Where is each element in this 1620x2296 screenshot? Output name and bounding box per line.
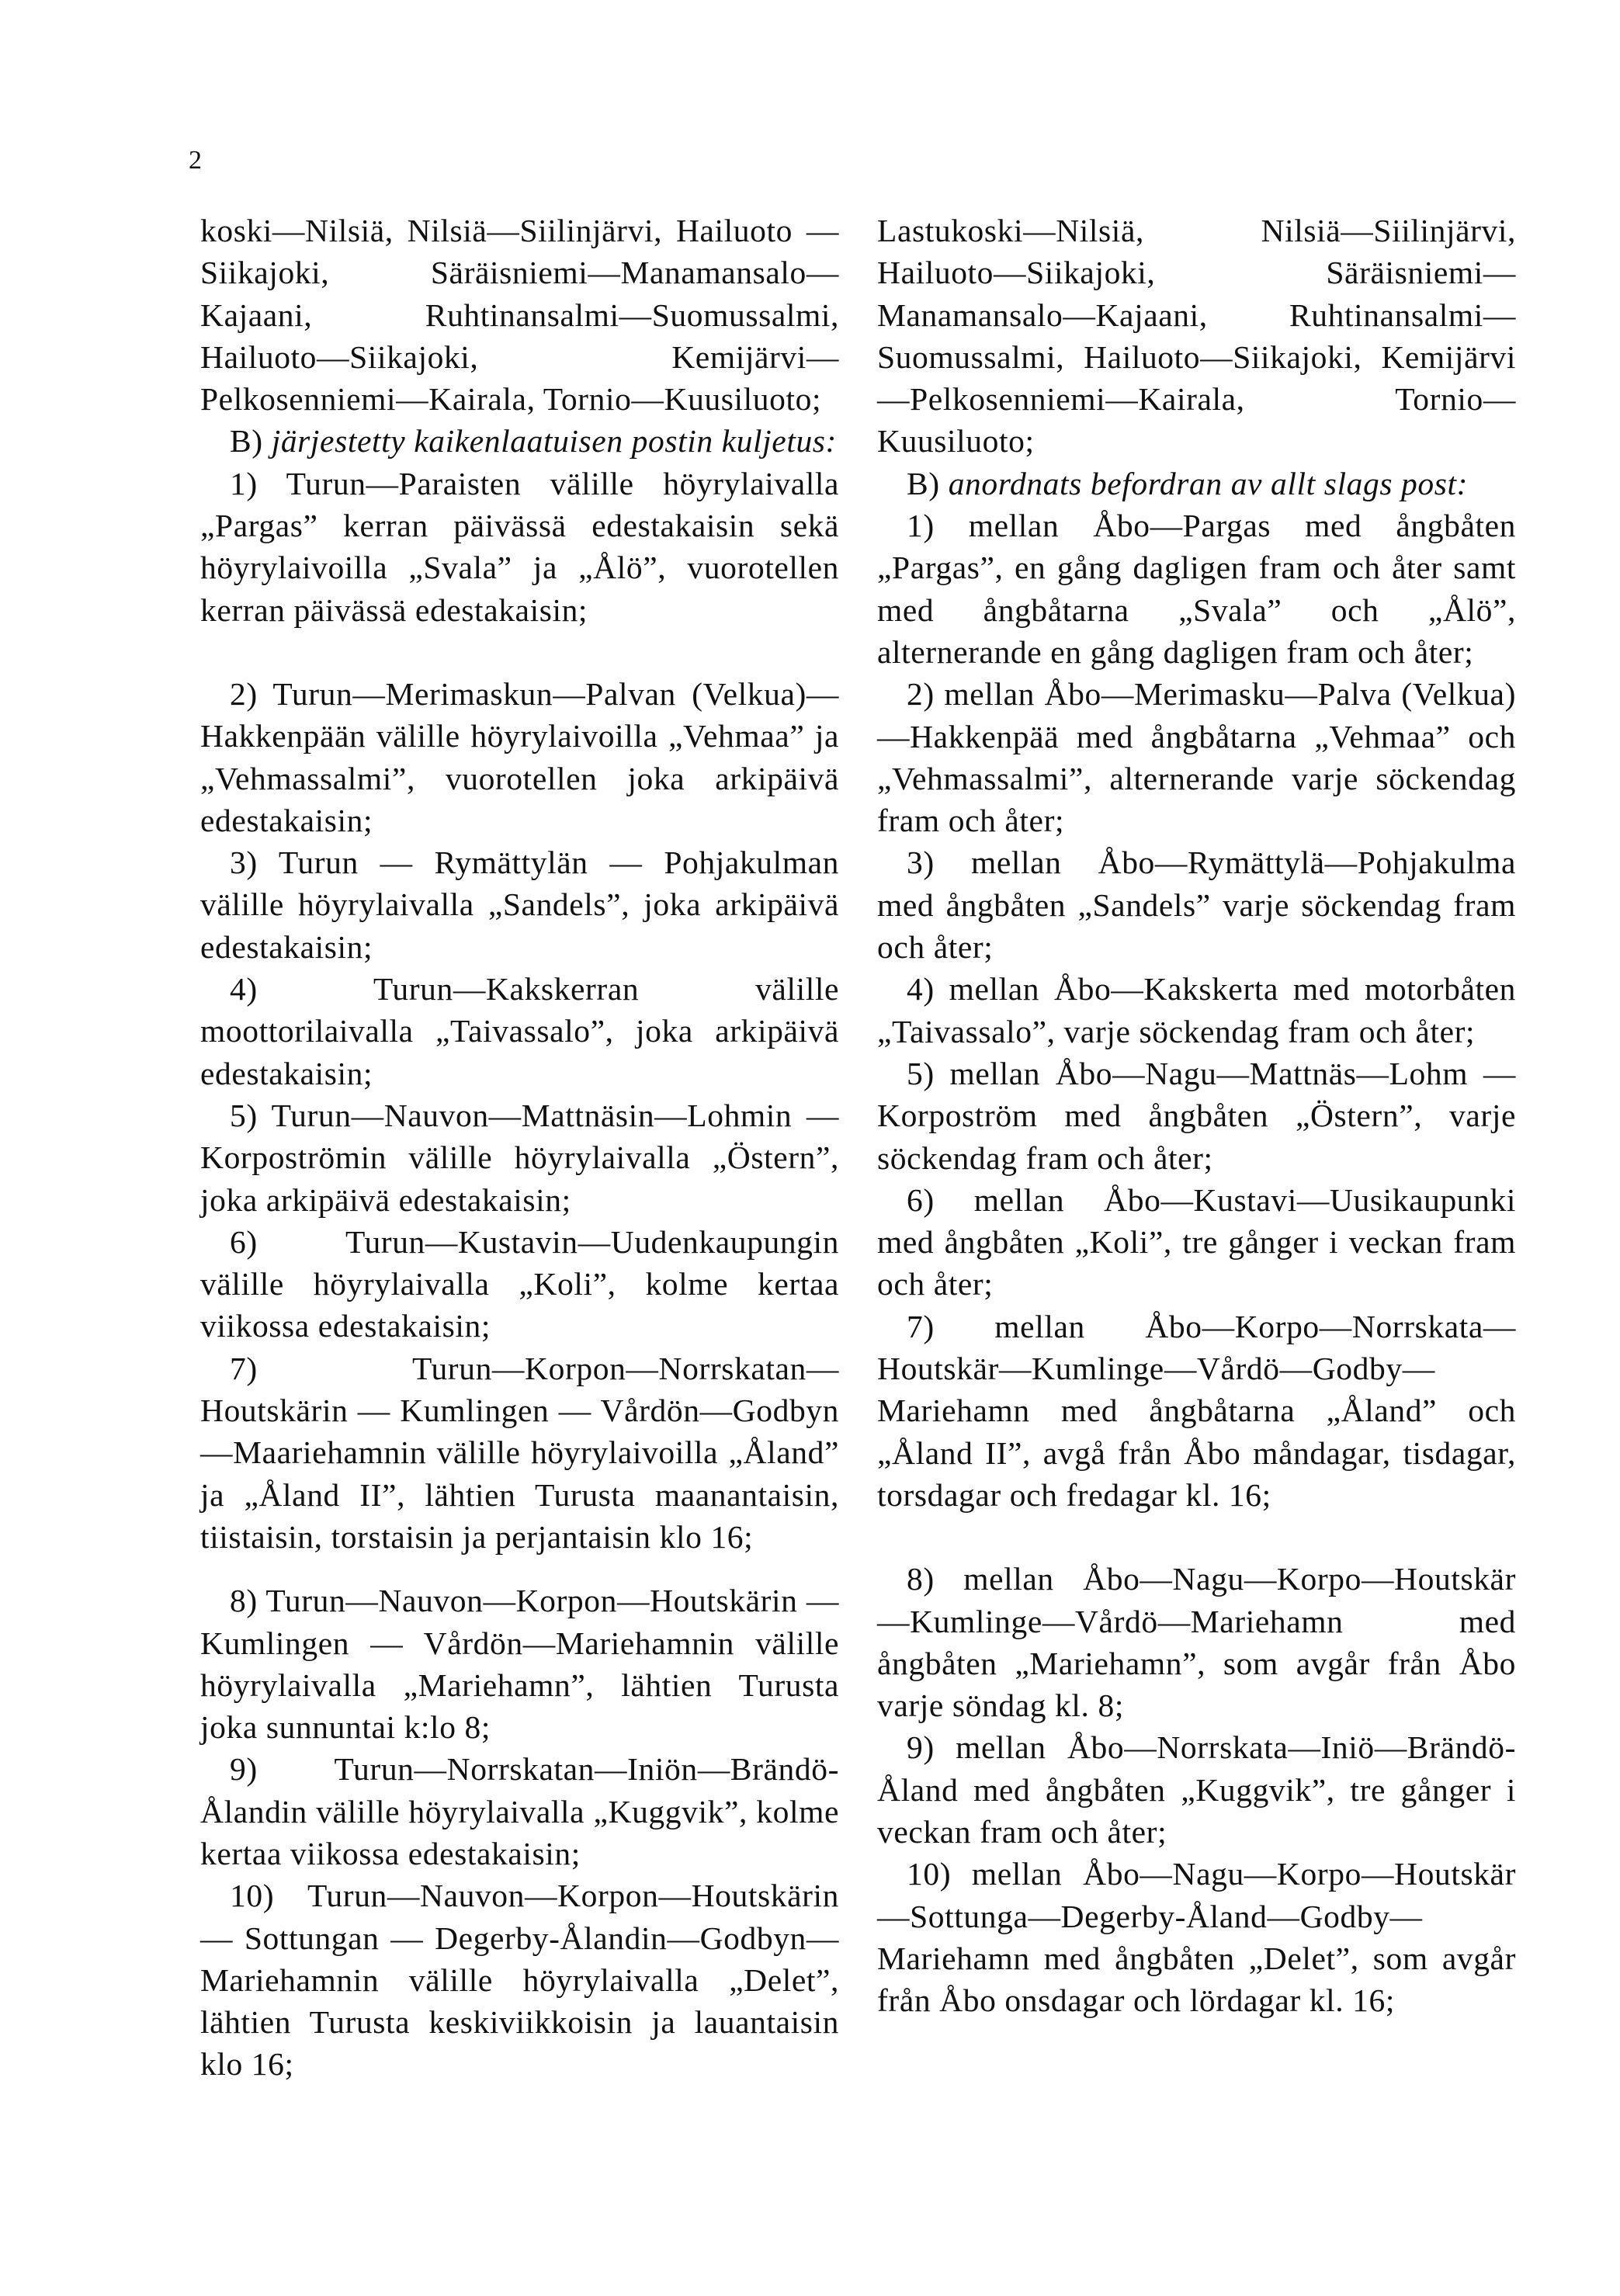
finnish-item-8: 8) Turun—Nauvon—Korpon—Houtskärin — Kumlingen — Vårdön—Mariehamnin välille höyrylaivalla „Mariehamn”, lähtien Turusta joka sunnuntai k:lo 8; <box>200 1583 839 1746</box>
finnish-item-7: 7) Turun—Korpon—Norrskatan—Houtskärin — Kumlingen — Vårdön—Godbyn—Maariehamnin välille höyrylaivoilla „Åland” ja „Åland II”, lähtien Turusta maanantaisin, tiistaisin, torstaisin ja perjantaisin klo 16; <box>200 1350 839 1555</box>
finnish-item-3: 3) Turun — Rymättylän — Pohjakulman välille höyrylaivalla „Sandels”, joka arkipäivä edestakaisin; <box>200 845 839 965</box>
swedish-item-10: 10) mellan Åbo—Nagu—Korpo—Houtskär —Sottunga—Degerby-Åland—Godby—Mariehamn med ångbåten „Delet”, som avgår från Åbo onsdagar och lördagar kl. 16; <box>877 1856 1516 2019</box>
swedish-item-9: 9) mellan Åbo—Norrskata—Iniö—Brändö-Åland med ångbåten „Kuggvik”, tre gånger i veckan fram och åter; <box>877 1729 1516 1850</box>
finnish-item-10: 10) Turun—Nauvon—Korpon—Houtskärin — Sottungan — Degerby-Ålandin—Godbyn—Mariehamnin välille höyrylaivalla „Delet”, lähtien Turusta keskiviikkoisin ja lauantaisin klo 16; <box>200 1878 839 2083</box>
finnish-item-4: 4) Turun—Kakskerran välille moottorilaivalla „Taivassalo”, joka arkipäivä edestakaisin; <box>200 971 839 1091</box>
swedish-item-8: 8) mellan Åbo—Nagu—Korpo—Houtskär —Kumlinge—Vårdö—Mariehamn med ångbåten „Mariehamn”, som avgår från Åbo varje söndag kl. 8; <box>877 1561 1516 1724</box>
finnish-column <box>200 210 839 2086</box>
swedish-item-3: 3) mellan Åbo—Rymättylä—Pohjakulma med ångbåten „Sandels” varje söckendag fram och åter; <box>877 845 1516 966</box>
swedish-item-5: 5) mellan Åbo—Nagu—Mattnäs—Lohm —Korpoström med ångbåten „Östern”, varje söckendag fram och åter; <box>877 1055 1516 1176</box>
finnish-intro-paragraph: koski—Nilsiä, Nilsiä—Siilinjärvi, Hailuoto —Siikajoki, Säräisniemi—Manamansalo—Kajaani, Ruhtinansalmi—Suomussalmi, Hailuoto—Siikajoki, Kemijärvi—Pelkosenniemi—Kairala, Tornio—Kuusiluoto; <box>200 213 839 418</box>
page-number: 2 <box>189 146 203 175</box>
swedish-item-6: 6) mellan Åbo—Kustavi—Uusikaupunki med ångbåten „Koli”, tre gånger i veckan fram och åter; <box>877 1181 1516 1302</box>
swedish-item-2: 2) mellan Åbo—Merimasku—Palva (Velkua)—Hakkenpää med ångbåtarna „Vehmaa” och „Vehmassalmi”, alternerande varje söckendag fram och åter; <box>877 676 1516 839</box>
finnish-section-label: B) <box>230 423 263 460</box>
finnish-item-6: 6) Turun—Kustavin—Uudenkaupungin välille höyrylaivalla „Koli”, kolme kertaa viikossa edestakaisin; <box>200 1223 839 1344</box>
finnish-section-heading <box>200 420 839 462</box>
swedish-item-4: 4) mellan Åbo—Kakskerta med motorbåten „Taivassalo”, varje söckendag fram och åter; <box>877 971 1516 1049</box>
finnish-item-1: 1) Turun—Paraisten välille höyrylaivalla „Pargas” kerran päivässä edestakaisin sekä höyrylaivoilla „Svala” ja „Ålö”, vuorotellen kerran päivässä edestakaisin; <box>200 465 839 628</box>
swedish-item-7: 7) mellan Åbo—Korpo—Norrskata—Houtskär—Kumlinge—Vårdö—Godby—Mariehamn med ångbåtarna „Åland” och „Åland II”, avgå från Åbo måndagar, tisdagar, torsdagar och fredagar kl. 16; <box>877 1308 1516 1513</box>
swedish-section-label: B) <box>907 465 940 501</box>
swedish-section-heading <box>877 463 1516 505</box>
swedish-column <box>877 210 1516 2021</box>
finnish-item-2: 2) Turun—Merimaskun—Palvan (Velkua)—Hakkenpään välille höyrylaivoilla „Vehmaa” ja „Vehmassalmi”, vuorotellen joka arkipäivä edestakaisin; <box>200 675 839 838</box>
finnish-item-9: 9) Turun—Norrskatan—Iniön—Brändö-Ålandin välille höyrylaivalla „Kuggvik”, kolme kertaa viikossa edestakaisin; <box>200 1751 839 1871</box>
swedish-section-title: anordnats befordran av allt slags post: <box>948 465 1469 501</box>
finnish-item-5: 5) Turun—Nauvon—Mattnäsin—Lohmin —Korpoströmin välille höyrylaivalla „Östern”, joka arkipäivä edestakaisin; <box>200 1097 839 1218</box>
swedish-item-1: 1) mellan Åbo—Pargas med ångbåten „Pargas”, en gång dagligen fram och åter samt med ångbåtarna „Svala” och „Ålö”, alternerande en gång dagligen fram och åter; <box>877 508 1516 670</box>
swedish-intro-paragraph: Lastukoski—Nilsiä, Nilsiä—Siilinjärvi, Hailuoto—Siikajoki, Säräisniemi—Manamansalo—Kajaani, Ruhtinansalmi—Suomussalmi, Hailuoto—Siikajoki, Kemijärvi—Pelkosenniemi—Kairala, Tornio—Kuusiluoto; <box>877 213 1516 460</box>
finnish-section-title: järjestetty kaikenlaatuisen postin kuljetus: <box>271 423 837 460</box>
